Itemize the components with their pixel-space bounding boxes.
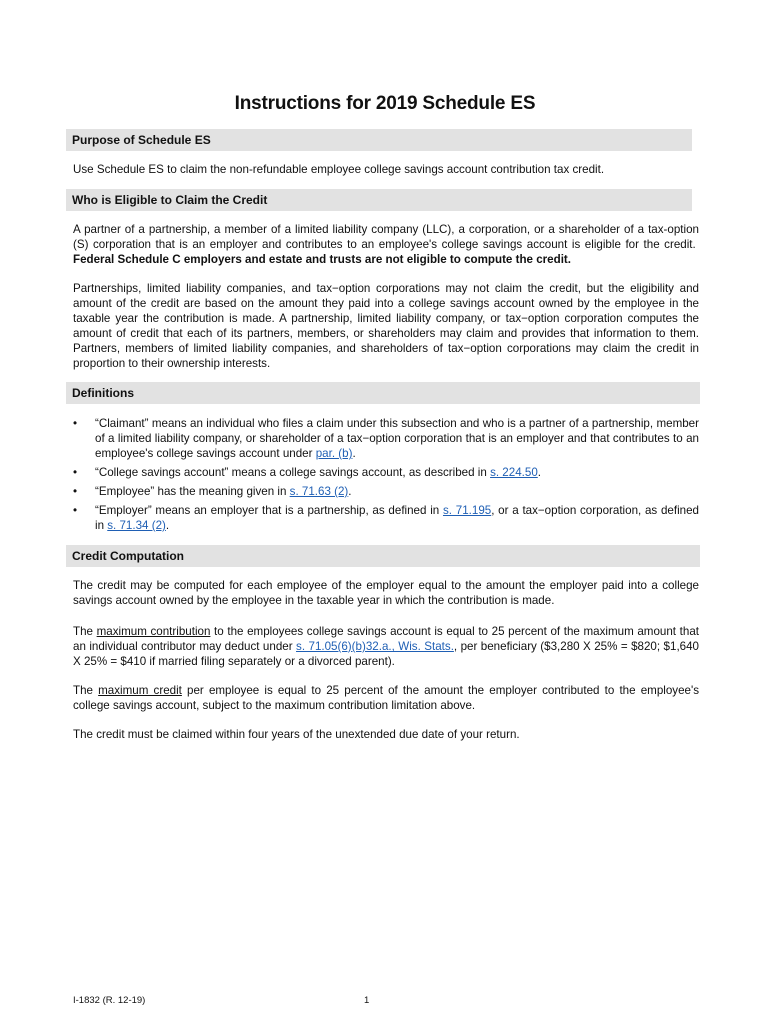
eligible-paragraph-1-text: A partner of a partnership, a member of a limited liability company (LLC), a corporation, or a shareholder of a tax-option (S) corporation that is an employer and contributes to an employee's college savings account is eligible for the credit. — [73, 223, 699, 251]
link-wis-stats[interactable]: s. 71.05(6)(b)32.a., Wis. Stats. — [296, 640, 454, 653]
definition-employee — [73, 484, 699, 499]
credit-p3-pre: The — [73, 684, 99, 697]
link-s-71-195[interactable]: s. 71.195 — [442, 504, 492, 517]
eligible-paragraph-1-bold: Federal Schedule C employers and estate and trusts are not eligible to compute the credit. — [73, 253, 572, 266]
credit-p3-post: per employee is equal to 25 percent of the amount the employer contributed to the employee's college savings account, subject to the maximum contribution limitation above. — [73, 684, 699, 712]
link-s-71-34-2[interactable]: s. 71.34 (2) — [107, 519, 166, 532]
definition-text: “Employee” has the meaning given in — [95, 485, 290, 498]
definition-text: “Claimant” means an individual who files a claim under this subsection and who is a partner of a partnership, member of a limited liability company, or shareholder of a tax−option corporation that is an employer and that contributes to an employee's college savings account under — [95, 417, 699, 460]
credit-paragraph-3 — [73, 683, 699, 713]
eligible-paragraph-2: Partnerships, limited liability companies, and tax−option corporations may not claim the credit, but the eligibility and amount of the credit are based on the amount they paid into a college savings account owned by the employee in the taxable year the contribution is made. A partnership, limited liability company, or tax−option corporation computes the amount of credit that each of its partners, members, or shareholders may claim and provides that information to them. Partners, members of limited liability companies, and shareholders of tax−option corporations may claim the credit in proportion to their ownership interests. — [73, 282, 699, 370]
credit-paragraph-2 — [73, 624, 699, 669]
bullet-icon: • — [73, 417, 78, 430]
term-maximum-credit: maximum credit — [98, 684, 182, 697]
definition-college-savings-account — [73, 465, 699, 480]
bullet-icon: • — [73, 504, 78, 517]
credit-p2-post: , per beneficiary ($3,280 X 25% = $820; $1,640 X 25% = $410 if married filing separately or a divorced parent). — [73, 640, 700, 668]
definition-text-middle: , or a tax−option corporation, as defined in — [95, 504, 700, 532]
definition-text-end: . — [348, 485, 352, 498]
purpose-text: Use Schedule ES to claim the non-refundable employee college savings account contribution tax credit. — [73, 163, 605, 176]
section-heading-definitions: Definitions — [66, 382, 700, 404]
definition-text-end: . — [165, 519, 170, 532]
term-maximum-contribution: maximum contribution — [96, 625, 211, 638]
definition-employer — [73, 503, 699, 533]
section-heading-purpose: Purpose of Schedule ES — [66, 129, 692, 151]
credit-paragraph-4: The credit must be claimed within four years of the unextended due date of your return. — [73, 728, 520, 741]
credit-paragraph-1: The credit may be computed for each employee of the employer equal to the amount the employer paid into a college savings account owned by the employee in the taxable year in which the contribution is made. — [73, 579, 699, 607]
credit-p2-pre: The — [73, 625, 97, 638]
definition-text: “College savings account” means a college savings account, as described in — [95, 466, 491, 479]
link-s-224-50[interactable]: s. 224.50 — [490, 466, 538, 479]
eligible-paragraph-1 — [73, 222, 699, 267]
definition-text: “Employer” means an employer that is a partnership, as defined in — [95, 504, 443, 517]
form-identifier: I-1832 (R. 12-19) — [73, 995, 146, 1006]
link-s-71-63-2[interactable]: s. 71.63 (2) — [289, 485, 349, 498]
link-par-b[interactable]: par. (b) — [315, 447, 353, 460]
credit-p2-mid: to the employees college savings account is equal to 25 percent of the maximum amount that an individual contributor may deduct under — [73, 625, 699, 653]
definitions-list — [73, 416, 699, 537]
section-heading-credit-computation: Credit Computation — [66, 545, 700, 567]
section-heading-eligible: Who is Eligible to Claim the Credit — [66, 189, 692, 211]
bullet-icon: • — [73, 485, 78, 498]
page-number: 1 — [364, 995, 370, 1006]
definition-text-end: . — [352, 447, 356, 460]
page-title: Instructions for 2019 Schedule ES — [234, 93, 536, 114]
bullet-icon: • — [73, 466, 78, 479]
definition-claimant — [73, 416, 699, 461]
definition-text-end: . — [537, 466, 541, 479]
